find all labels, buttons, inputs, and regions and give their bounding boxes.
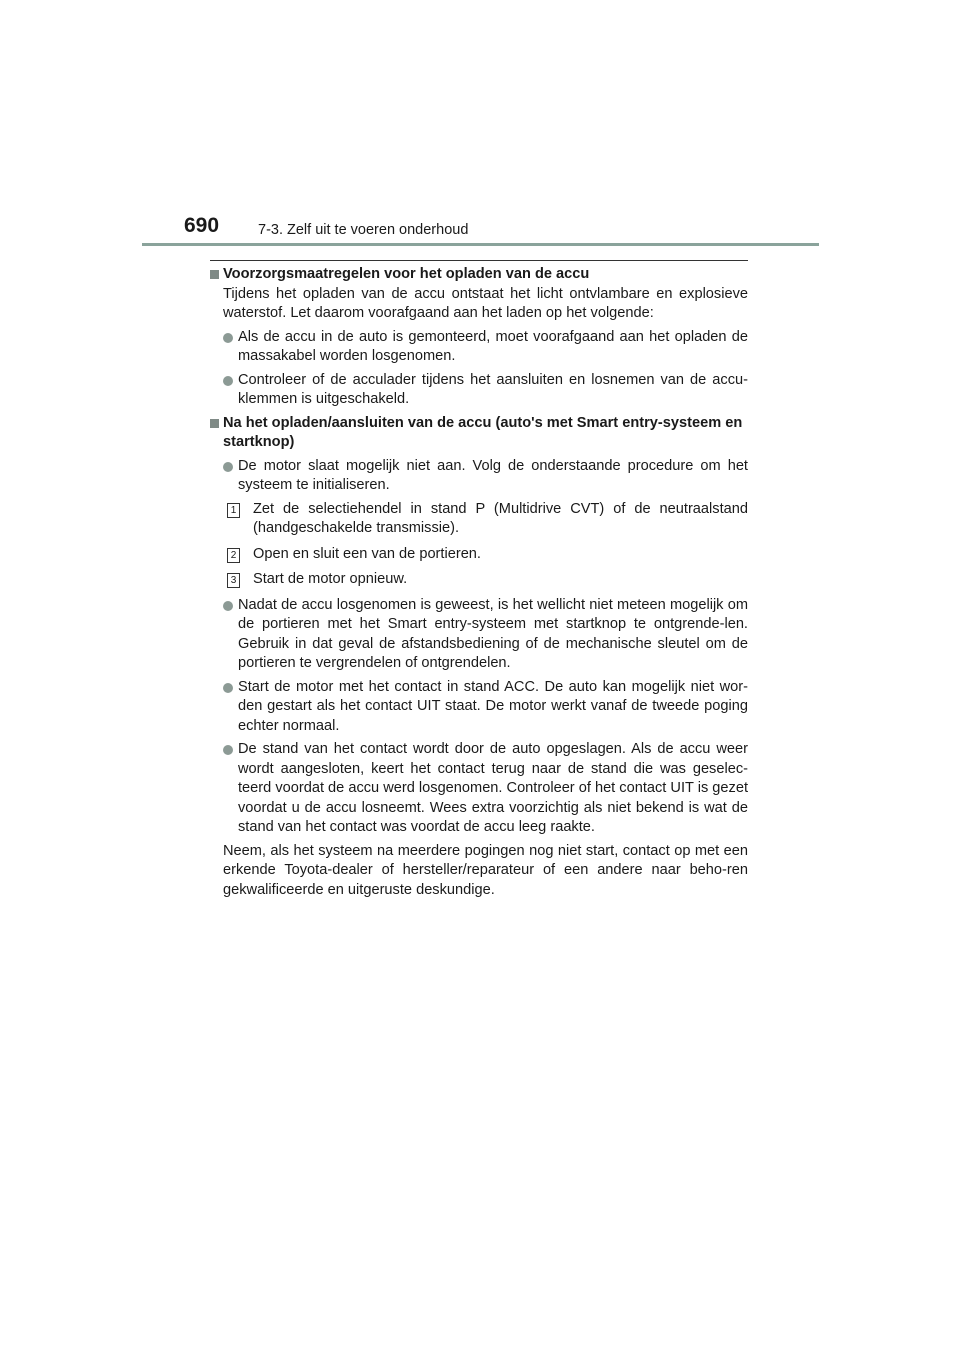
page-number: 690 <box>184 214 220 237</box>
square-bullet-icon <box>210 270 219 279</box>
list-item-text: Controleer of de acculader tijdens het aansluiten en losnemen van de accu-klemmen is uitgeschakeld. <box>238 371 748 407</box>
section-heading <box>210 265 748 285</box>
main-content <box>210 265 748 900</box>
step-number: 1 <box>227 503 240 518</box>
square-bullet-icon <box>210 419 219 428</box>
round-bullet-icon <box>223 601 233 611</box>
list-item-text: Start de motor met het contact in stand ACC. De auto kan mogelijk niet wor-den gestart als het contact UIT staat. De motor werkt vanaf de tweede poging echter normaal. <box>238 678 748 734</box>
paragraph: Tijdens het opladen van de accu ontstaat het licht ontvlambare en explosieve waterstof. Let daarom voorafgaand aan het laden op het volgende: <box>223 285 748 321</box>
section-heading-text: Voorzorgsmaatregelen voor het opladen van de accu <box>223 266 590 282</box>
round-bullet-icon <box>223 376 233 386</box>
section-title: 7-3. Zelf uit te voeren onderhoud <box>258 222 469 238</box>
list-item-text: De motor slaat mogelijk niet aan. Volg de onderstaande procedure om het systeem te initialiseren. <box>238 457 748 493</box>
step-text: Start de motor opnieuw. <box>253 571 408 587</box>
round-bullet-icon <box>223 333 233 343</box>
step-item <box>210 570 748 590</box>
step-number: 3 <box>227 573 240 588</box>
step-number: 2 <box>227 548 240 563</box>
list-item-text: De stand van het contact wordt door de auto opgeslagen. Als de accu weer wordt aangesloten, keert het contact terug naar de stand die was geselec-teerd voordat de accu werd losgenomen. Controleer of het contact UIT is gezet voordat u de accu losneemt. Wees extra voorzichtig als niet bekend is wat de stand van het contact was voordat de accu leeg raakte. <box>238 741 748 835</box>
step-text: Zet de selectiehendel in stand P (Multidrive CVT) of de neutraalstand (handgeschakelde transmissie). <box>253 500 748 536</box>
list-item-text: Als de accu in de auto is gemonteerd, moet voorafgaand aan het opladen de massakabel worden losgenomen. <box>238 328 748 364</box>
list-item <box>210 457 748 496</box>
closing-paragraph: Neem, als het systeem na meerdere pogingen nog niet start, contact op met een erkende Toyota-dealer of hersteller/reparateur of een andere naar beho-ren gekwalificeerde en uitgeruste deskundige. <box>223 842 748 898</box>
list-item <box>210 740 748 838</box>
step-item <box>210 545 748 565</box>
section-heading-text: Na het opladen/aansluiten van de accu (auto's met Smart entry-systeem en startknop) <box>223 414 743 450</box>
content-divider <box>210 260 748 261</box>
round-bullet-icon <box>223 683 233 693</box>
round-bullet-icon <box>223 462 233 472</box>
section-heading <box>210 414 748 453</box>
list-item <box>210 328 748 367</box>
list-item-text: Nadat de accu losgenomen is geweest, is het wellicht niet meteen mogelijk om de portieren met het Smart entry-systeem met startknop te ontgrende-len. Gebruik in dat geval de afstandsbediening of de mechanische sleutel om de portieren te vergrendelen of ontgrendelen. <box>238 596 748 671</box>
list-item <box>210 371 748 410</box>
list-item <box>210 678 748 737</box>
list-item <box>210 596 748 674</box>
round-bullet-icon <box>223 745 233 755</box>
step-item <box>210 500 748 539</box>
step-text: Open en sluit een van de portieren. <box>253 545 481 562</box>
header-divider <box>142 243 819 246</box>
